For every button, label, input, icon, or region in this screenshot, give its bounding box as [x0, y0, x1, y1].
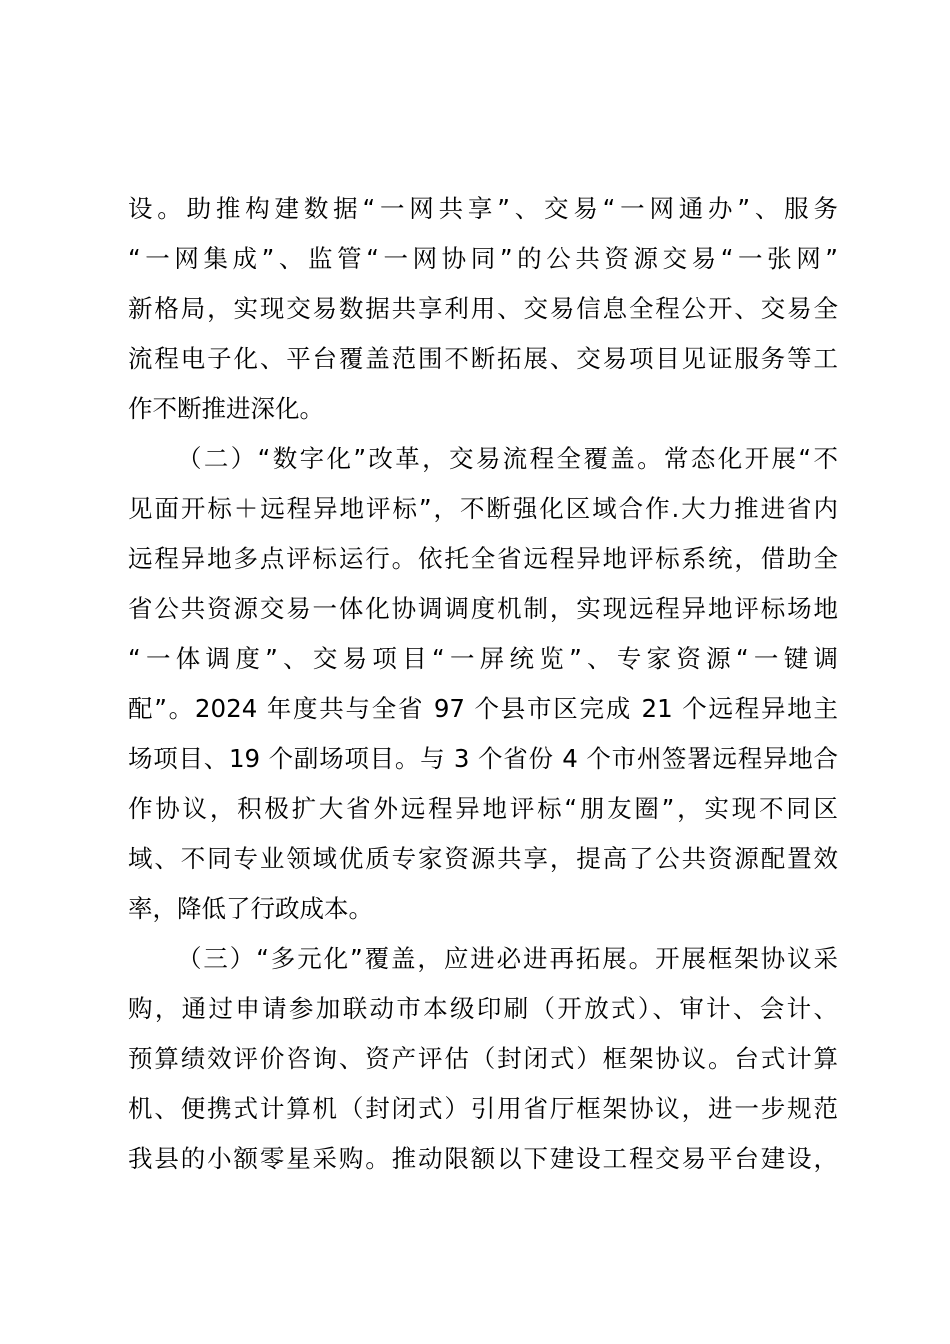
text-line: 购，通过申请参加联动市本级印刷（开放式）、审计、会计、: [128, 994, 838, 1023]
text-line: 作不断推进深化。: [128, 394, 324, 423]
text-line: 率，降低了行政成本。: [128, 894, 373, 923]
text-line: 设。助推构建数据“一网共享”、交易“一网通办”、服务: [128, 194, 838, 223]
text-line: 预算绩效评价咨询、资产评估（封闭式）框架协议。台式计算: [128, 1044, 838, 1073]
text-line: 流程电子化、平台覆盖范围不断拓展、交易项目见证服务等工: [128, 344, 838, 373]
section-heading-line: （三）“多元化”覆盖，应进必进再拓展。开展框架协议采: [177, 944, 838, 973]
text-line: “一网集成”、监管“一网协同”的公共资源交易“一张网”: [128, 244, 838, 273]
text-line: 域、不同专业领域优质专家资源共享，提高了公共资源配置效: [128, 844, 838, 873]
text-line: 场项目、19 个副场项目。与 3 个省份 4 个市州签署远程异地合: [128, 744, 838, 773]
text-line: “一体调度”、交易项目“一屏统览”、专家资源“一键调: [128, 644, 838, 673]
text-line: 配”。2024 年度共与全省 97 个县市区完成 21 个远程异地主: [128, 694, 838, 723]
text-line: 见面开标＋远程异地评标”，不断强化区域合作.大力推进省内: [128, 494, 838, 523]
text-line: 机、便携式计算机（封闭式）引用省厅框架协议，进一步规范: [128, 1094, 838, 1123]
section-heading-line: （二）“数字化”改革，交易流程全覆盖。常态化开展“不: [177, 444, 838, 473]
text-line: 省公共资源交易一体化协调调度机制，实现远程异地评标场地: [128, 594, 838, 623]
body-text: [128, 184, 838, 1184]
text-line: 我县的小额零星采购。推动限额以下建设工程交易平台建设，: [128, 1144, 838, 1173]
text-line: 新格局，实现交易数据共享利用、交易信息全程公开、交易全: [128, 294, 838, 323]
text-line: 远程异地多点评标运行。依托全省远程异地评标系统，借助全: [128, 544, 838, 573]
text-line: 作协议，积极扩大省外远程异地评标“朋友圈”，实现不同区: [128, 794, 838, 823]
